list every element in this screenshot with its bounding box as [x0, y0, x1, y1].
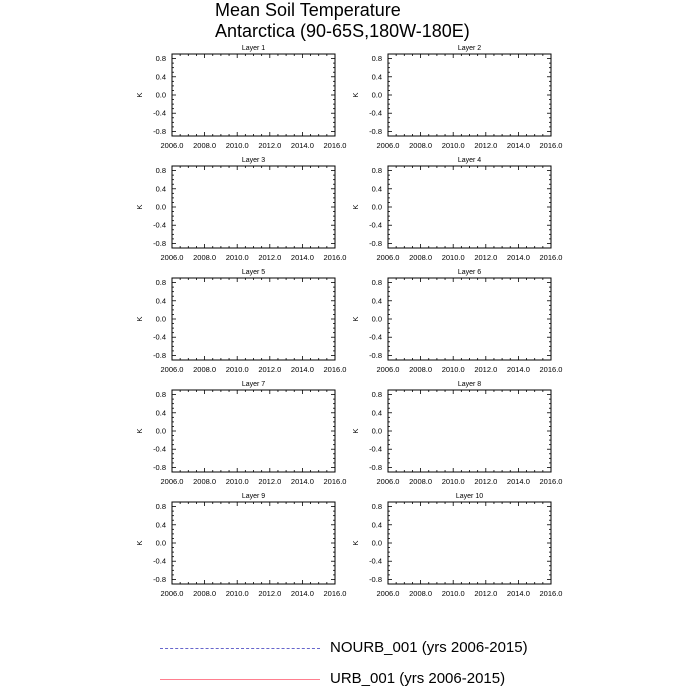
x-tick-label: 2012.0: [474, 141, 498, 150]
x-tick-label: 2010.0: [441, 477, 465, 486]
y-tick-label: 0.8: [371, 390, 382, 400]
x-tick-label: 2012.0: [258, 141, 282, 150]
panel-title: Layer 6: [457, 269, 482, 276]
x-tick-label: 2010.0: [441, 253, 465, 262]
x-tick-label: 2006.0: [160, 365, 184, 374]
x-tick-label: 2008.0: [409, 589, 433, 598]
y-tick-label: 0.0: [371, 202, 382, 212]
y-tick-label: -0.4: [153, 556, 166, 566]
y-tick-label: -0.8: [153, 462, 166, 472]
y-axis-label: K: [351, 316, 360, 322]
x-tick-label: 2012.0: [474, 477, 498, 486]
y-tick-label: -0.4: [153, 108, 166, 118]
x-tick-label: 2006.0: [160, 141, 184, 150]
y-tick-label: 0.4: [371, 408, 382, 418]
plot-frame: [388, 390, 551, 472]
legend-line-dashed: [160, 648, 320, 649]
x-tick-label: 2016.0: [323, 365, 347, 374]
x-tick-label: 2010.0: [225, 253, 249, 262]
x-tick-label: 2006.0: [376, 589, 400, 598]
x-tick-label: 2006.0: [160, 477, 184, 486]
y-tick-label: 0.4: [371, 184, 382, 194]
y-tick-label: -0.4: [369, 220, 382, 230]
legend-line-solid: [160, 679, 320, 680]
y-axis-label: K: [135, 92, 144, 98]
y-tick-label: -0.8: [369, 238, 382, 248]
plot-frame: [388, 278, 551, 360]
x-tick-label: 2008.0: [409, 477, 433, 486]
x-tick-label: 2006.0: [376, 253, 400, 262]
x-tick-label: 2012.0: [474, 365, 498, 374]
x-tick-label: 2008.0: [193, 253, 217, 262]
x-tick-label: 2012.0: [474, 589, 498, 598]
x-tick-label: 2008.0: [193, 477, 217, 486]
y-tick-label: 0.8: [371, 278, 382, 288]
plot-frame: [172, 502, 335, 584]
x-tick-label: 2014.0: [506, 589, 530, 598]
y-tick-label: 0.8: [371, 502, 382, 512]
panel-title: Layer 2: [457, 45, 482, 52]
x-tick-label: 2014.0: [290, 365, 314, 374]
x-tick-label: 2010.0: [225, 589, 249, 598]
y-tick-label: 0.8: [155, 166, 166, 176]
y-tick-label: 0.0: [155, 90, 166, 100]
y-axis-label: K: [135, 204, 144, 210]
y-tick-label: -0.8: [153, 126, 166, 136]
x-tick-label: 2014.0: [290, 253, 314, 262]
y-tick-label: -0.4: [369, 332, 382, 342]
y-tick-label: 0.8: [155, 54, 166, 64]
x-tick-label: 2014.0: [506, 253, 530, 262]
y-tick-label: 0.0: [371, 314, 382, 324]
y-tick-label: 0.4: [155, 296, 166, 306]
y-axis-label: K: [135, 540, 144, 546]
x-tick-label: 2006.0: [376, 141, 400, 150]
plot-frame: [172, 390, 335, 472]
panel-title: Layer 7: [241, 381, 266, 388]
x-tick-label: 2008.0: [409, 141, 433, 150]
x-tick-label: 2012.0: [258, 477, 282, 486]
x-tick-label: 2016.0: [539, 477, 563, 486]
y-tick-label: 0.8: [155, 278, 166, 288]
y-tick-label: -0.8: [153, 350, 166, 360]
y-tick-label: -0.4: [153, 220, 166, 230]
y-tick-label: 0.4: [155, 184, 166, 194]
x-tick-label: 2008.0: [193, 365, 217, 374]
y-tick-label: 0.8: [155, 390, 166, 400]
y-tick-label: 0.4: [155, 520, 166, 530]
plot-frame: [388, 166, 551, 248]
y-tick-label: 0.4: [155, 72, 166, 82]
chart-subtitle: Antarctica (90-65S,180W-180E): [215, 21, 470, 41]
x-tick-label: 2010.0: [225, 365, 249, 374]
x-tick-label: 2012.0: [258, 589, 282, 598]
y-tick-label: -0.8: [369, 462, 382, 472]
x-tick-label: 2008.0: [193, 589, 217, 598]
x-tick-label: 2016.0: [323, 589, 347, 598]
y-axis-label: K: [135, 428, 144, 434]
y-tick-label: 0.0: [155, 426, 166, 436]
x-tick-label: 2016.0: [539, 253, 563, 262]
x-tick-label: 2012.0: [258, 253, 282, 262]
y-tick-label: 0.0: [155, 538, 166, 548]
x-tick-label: 2010.0: [441, 365, 465, 374]
plot-frame: [172, 54, 335, 136]
x-tick-label: 2006.0: [160, 589, 184, 598]
y-axis-label: K: [351, 428, 360, 434]
y-tick-label: 0.0: [155, 202, 166, 212]
x-tick-label: 2010.0: [441, 589, 465, 598]
panel-title: Layer 3: [241, 157, 266, 164]
x-tick-label: 2016.0: [323, 253, 347, 262]
x-tick-label: 2008.0: [409, 253, 433, 262]
y-tick-label: -0.8: [153, 238, 166, 248]
y-tick-label: 0.0: [371, 538, 382, 548]
x-tick-label: 2006.0: [376, 365, 400, 374]
y-tick-label: -0.8: [369, 574, 382, 584]
legend-entry-urb: [0, 669, 700, 693]
panel-title: Layer 10: [455, 493, 484, 500]
x-tick-label: 2014.0: [290, 141, 314, 150]
y-tick-label: -0.4: [369, 556, 382, 566]
y-tick-label: 0.0: [371, 90, 382, 100]
y-tick-label: 0.0: [155, 314, 166, 324]
x-tick-label: 2016.0: [539, 365, 563, 374]
x-tick-label: 2012.0: [258, 365, 282, 374]
y-axis-label: K: [351, 540, 360, 546]
y-tick-label: 0.0: [371, 426, 382, 436]
x-tick-label: 2016.0: [539, 589, 563, 598]
x-tick-label: 2012.0: [474, 253, 498, 262]
y-tick-label: 0.8: [155, 502, 166, 512]
legend-label-urb: URB_001 (yrs 2006-2015): [330, 670, 506, 687]
panel-title: Layer 4: [457, 157, 482, 164]
y-tick-label: -0.8: [153, 574, 166, 584]
x-tick-label: 2014.0: [506, 141, 530, 150]
x-tick-label: 2010.0: [225, 477, 249, 486]
panel-title: Layer 9: [241, 493, 266, 500]
x-tick-label: 2016.0: [323, 477, 347, 486]
x-tick-label: 2016.0: [323, 141, 347, 150]
plot-frame: [388, 502, 551, 584]
x-tick-label: 2006.0: [376, 477, 400, 486]
legend-entry-nourb: [0, 638, 700, 662]
y-tick-label: 0.4: [371, 520, 382, 530]
y-tick-label: -0.8: [369, 126, 382, 136]
y-tick-label: 0.8: [371, 166, 382, 176]
x-tick-label: 2010.0: [225, 141, 249, 150]
x-tick-label: 2008.0: [409, 365, 433, 374]
x-tick-label: 2014.0: [290, 477, 314, 486]
y-tick-label: -0.4: [369, 108, 382, 118]
panel-title: Layer 5: [241, 269, 266, 276]
y-tick-label: -0.4: [153, 332, 166, 342]
y-tick-label: -0.4: [153, 444, 166, 454]
y-tick-label: 0.4: [155, 408, 166, 418]
plot-frame: [172, 166, 335, 248]
y-axis-label: K: [135, 316, 144, 322]
plot-frame: [172, 278, 335, 360]
x-tick-label: 2016.0: [539, 141, 563, 150]
x-tick-label: 2010.0: [441, 141, 465, 150]
y-axis-label: K: [351, 204, 360, 210]
x-tick-label: 2006.0: [160, 253, 184, 262]
x-tick-label: 2008.0: [193, 141, 217, 150]
x-tick-label: 2014.0: [506, 477, 530, 486]
y-tick-label: 0.8: [371, 54, 382, 64]
y-tick-label: -0.8: [369, 350, 382, 360]
chart-title: Mean Soil Temperature: [215, 0, 401, 20]
plot-frame: [388, 54, 551, 136]
panel-title: Layer 1: [241, 45, 266, 52]
y-tick-label: 0.4: [371, 296, 382, 306]
panel-title: Layer 8: [457, 381, 482, 388]
y-axis-label: K: [351, 92, 360, 98]
x-tick-label: 2014.0: [290, 589, 314, 598]
x-tick-label: 2014.0: [506, 365, 530, 374]
legend-label-nourb: NOURB_001 (yrs 2006-2015): [330, 639, 528, 656]
y-tick-label: -0.4: [369, 444, 382, 454]
y-tick-label: 0.4: [371, 72, 382, 82]
